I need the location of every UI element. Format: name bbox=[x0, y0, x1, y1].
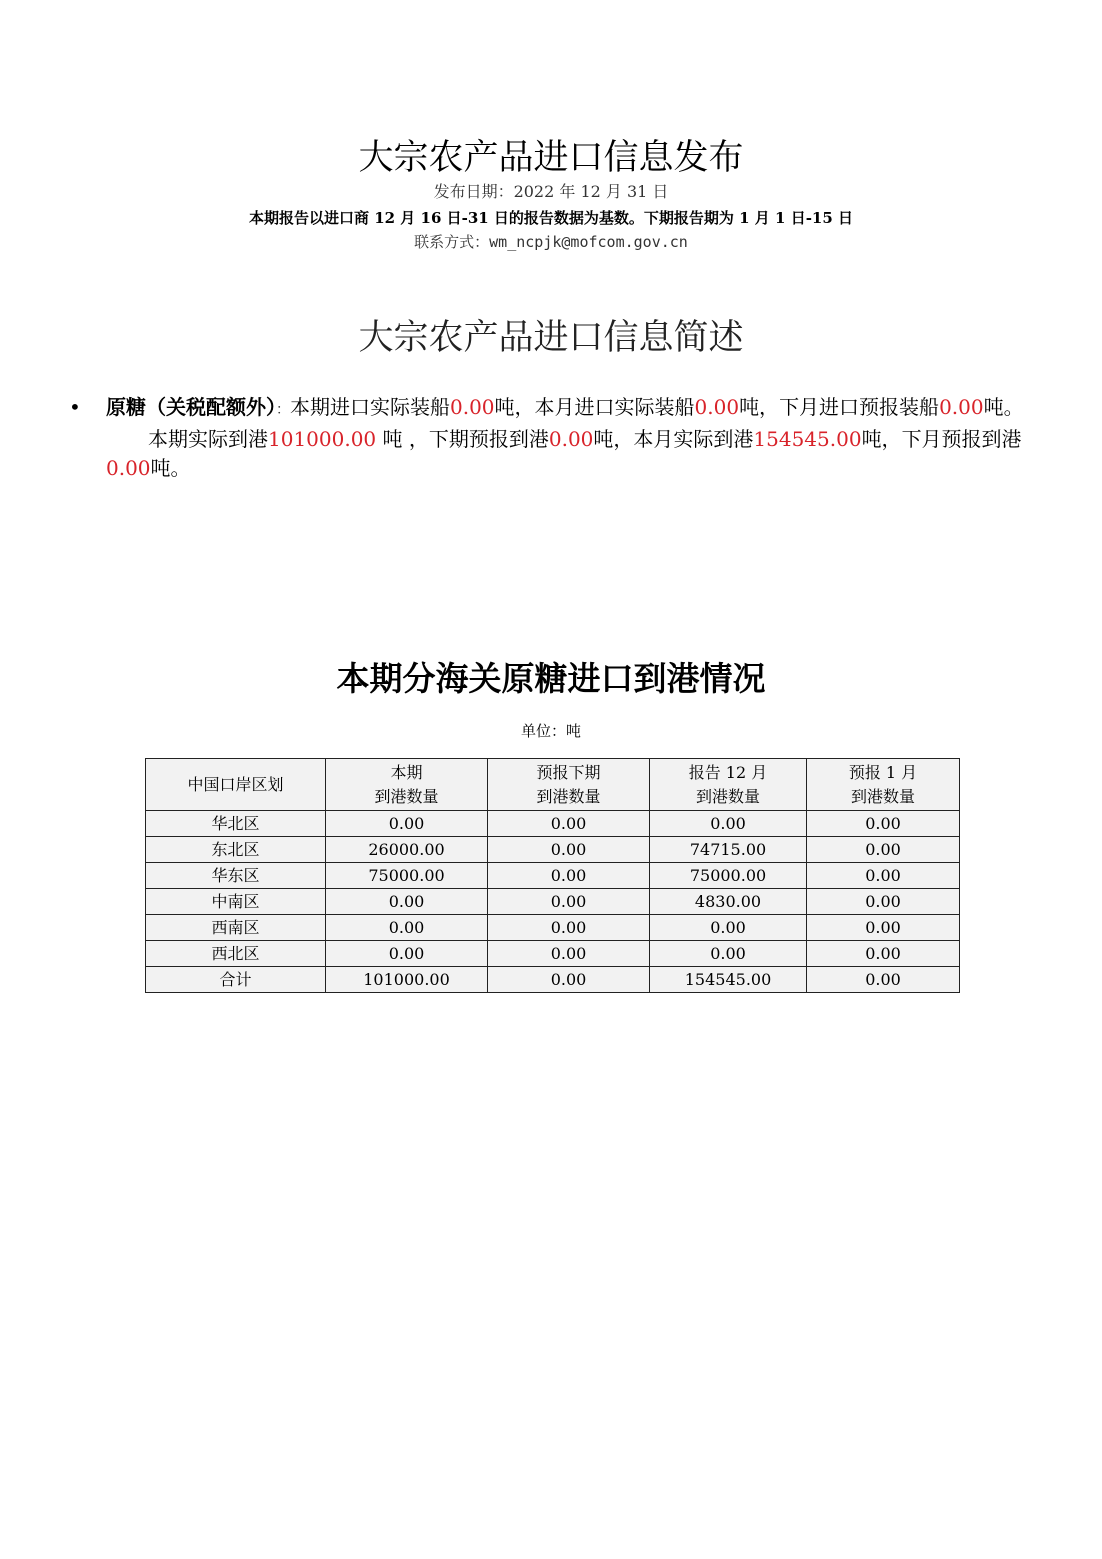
shipment-month-unit: 吨， bbox=[739, 395, 780, 419]
summary-shipment-line bbox=[106, 393, 1058, 425]
header-dec-l1: 报告 12 月 bbox=[688, 762, 768, 782]
table-row bbox=[146, 967, 960, 993]
contact-label: 联系方式： bbox=[414, 233, 490, 251]
cell-jan-forecast: 0.00 bbox=[807, 837, 960, 863]
header-current-l1: 本期 bbox=[390, 762, 423, 782]
cell-region: 西北区 bbox=[146, 941, 326, 967]
customs-arrival-table bbox=[145, 758, 960, 993]
summary-title: 大宗农产品进口信息简述 bbox=[358, 318, 744, 358]
cell-next-forecast: 0.00 bbox=[488, 915, 650, 941]
product-name: 原糖（关税配额外） bbox=[106, 395, 276, 419]
cell-current: 0.00 bbox=[326, 941, 488, 967]
cell-jan-forecast: 0.00 bbox=[807, 811, 960, 837]
cell-region: 中南区 bbox=[146, 889, 326, 915]
header-dec-report bbox=[650, 759, 807, 811]
header-next-l2: 到港数量 bbox=[536, 786, 601, 806]
product-sep: ： bbox=[276, 402, 290, 418]
header-current bbox=[326, 759, 488, 811]
cell-region: 西南区 bbox=[146, 915, 326, 941]
arrival-current-value: 101000.00 bbox=[268, 427, 377, 451]
unit-label: 单位：吨 bbox=[520, 722, 581, 740]
shipment-current-unit: 吨， bbox=[494, 395, 535, 419]
header-region bbox=[146, 759, 326, 811]
arrival-next-value: 0.00 bbox=[548, 427, 594, 451]
shipment-current-value: 0.00 bbox=[450, 395, 495, 419]
table-row bbox=[146, 889, 960, 915]
cell-next-forecast: 0.00 bbox=[488, 863, 650, 889]
header-dec-l2: 到港数量 bbox=[695, 786, 760, 806]
table-row bbox=[146, 837, 960, 863]
customs-table-title: 本期分海关原糖进口到港情况 bbox=[336, 659, 766, 698]
cell-next-forecast: 0.00 bbox=[488, 837, 650, 863]
cell-dec-report: 154545.00 bbox=[650, 967, 807, 993]
shipment-next-month-label: 下月进口预报装船 bbox=[779, 395, 940, 419]
arrival-month-unit: 吨， bbox=[861, 427, 902, 451]
arrival-next-month-label: 下月预报到港 bbox=[901, 427, 1022, 451]
header-jan-l1: 预报 1 月 bbox=[848, 762, 918, 782]
cell-region: 东北区 bbox=[146, 837, 326, 863]
arrival-month-value: 154545.00 bbox=[753, 427, 862, 451]
cell-current: 0.00 bbox=[326, 811, 488, 837]
cell-jan-forecast: 0.00 bbox=[807, 967, 960, 993]
cell-next-forecast: 0.00 bbox=[488, 967, 650, 993]
contact-email: wm_ncpjk@mofcom.gov.cn bbox=[489, 233, 688, 251]
header-next-l1: 预报下期 bbox=[536, 762, 601, 782]
header-region-text: 中国口岸区划 bbox=[187, 774, 284, 794]
cell-region: 华北区 bbox=[146, 811, 326, 837]
shipment-month-value: 0.00 bbox=[694, 395, 740, 419]
cell-dec-report: 4830.00 bbox=[650, 889, 807, 915]
arrival-current-label: 本期实际到港 bbox=[148, 427, 268, 451]
cell-jan-forecast: 0.00 bbox=[807, 941, 960, 967]
cell-region: 合计 bbox=[146, 967, 326, 993]
cell-region: 华东区 bbox=[146, 863, 326, 889]
table-header-row bbox=[146, 759, 960, 811]
summary-arrival-line bbox=[106, 425, 1058, 483]
report-period-note: 本期报告以进口商 12 月 16 日-31 日的报告数据为基数。下期报告期为 1 月 1 日-15 日 bbox=[248, 209, 854, 227]
cell-current: 0.00 bbox=[326, 889, 488, 915]
arrival-current-unit: 吨 ， bbox=[382, 427, 429, 451]
arrival-next-label: 下期预报到港 bbox=[428, 427, 549, 451]
header-jan-l2: 到港数量 bbox=[850, 786, 915, 806]
header-next-forecast bbox=[488, 759, 650, 811]
summary-block bbox=[69, 393, 1058, 483]
table-row bbox=[146, 941, 960, 967]
cell-dec-report: 0.00 bbox=[650, 941, 807, 967]
arrival-month-label: 本月实际到港 bbox=[633, 427, 754, 451]
cell-dec-report: 75000.00 bbox=[650, 863, 807, 889]
cell-jan-forecast: 0.00 bbox=[807, 889, 960, 915]
arrival-next-unit: 吨， bbox=[593, 427, 634, 451]
cell-next-forecast: 0.00 bbox=[488, 889, 650, 915]
contact-line bbox=[0, 231, 1102, 253]
page-title: 大宗农产品进口信息发布 bbox=[358, 138, 744, 178]
cell-current: 26000.00 bbox=[326, 837, 488, 863]
table-row bbox=[146, 915, 960, 941]
header-current-l2: 到港数量 bbox=[374, 786, 439, 806]
publish-date: 发布日期：2022 年 12 月 31 日 bbox=[433, 182, 669, 201]
cell-current: 75000.00 bbox=[326, 863, 488, 889]
shipment-month-label: 本月进口实际装船 bbox=[534, 395, 695, 419]
table-row bbox=[146, 811, 960, 837]
arrival-next-month-value: 0.00 bbox=[106, 456, 151, 480]
cell-next-forecast: 0.00 bbox=[488, 811, 650, 837]
bullet-icon: • bbox=[69, 395, 81, 419]
cell-jan-forecast: 0.00 bbox=[807, 915, 960, 941]
cell-current: 101000.00 bbox=[326, 967, 488, 993]
cell-dec-report: 0.00 bbox=[650, 915, 807, 941]
shipment-current-label: 本期进口实际装船 bbox=[290, 395, 450, 419]
shipment-next-month-unit: 吨。 bbox=[983, 395, 1024, 419]
cell-dec-report: 74715.00 bbox=[650, 837, 807, 863]
shipment-next-month-value: 0.00 bbox=[939, 395, 984, 419]
header-jan-forecast bbox=[807, 759, 960, 811]
cell-dec-report: 0.00 bbox=[650, 811, 807, 837]
cell-jan-forecast: 0.00 bbox=[807, 863, 960, 889]
cell-next-forecast: 0.00 bbox=[488, 941, 650, 967]
cell-current: 0.00 bbox=[326, 915, 488, 941]
table-row bbox=[146, 863, 960, 889]
arrival-next-month-unit: 吨。 bbox=[150, 456, 191, 480]
